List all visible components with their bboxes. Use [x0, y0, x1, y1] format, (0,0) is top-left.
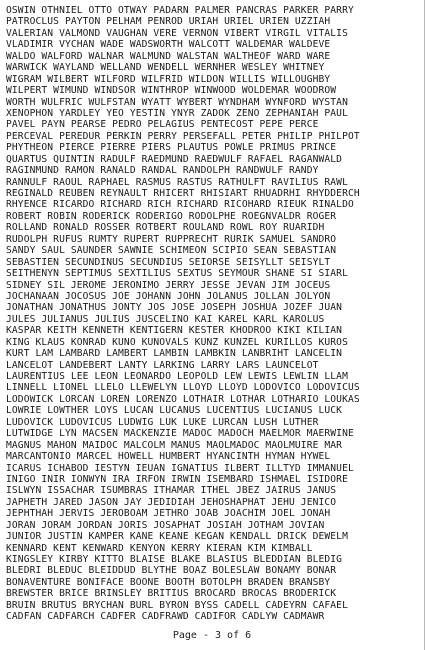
- text-line: REGINALD REUBEN REYNAULT RHICERT RHISIART RHUADRHI RHYDDERCH: [6, 188, 360, 199]
- text-line: WALDO WALFORD WALNAR WALMUND WALSTAN WALTHEOF WARD WARE: [6, 50, 331, 62]
- text-line: RANNULF RAOUL RAPHAEL RASMUS RASTUS RATHULFT RAVILIUS RAWL: [6, 176, 348, 188]
- text-line: CADFAN CADFARCH CADFER CADFRAWD CADIFOR CADLYW CADMAWR: [6, 611, 325, 623]
- text-line: BRUIN BRUTUS BRYCHAN BURL BYRON BYSS CADELL CADEYRN CAFAEL: [6, 599, 348, 611]
- text-line: ROLLAND RONALD ROSSER ROTBERT ROULAND ROWL ROY RUARIDH: [6, 222, 325, 234]
- text-line: PERCEVAL PEREDUR PERKIN PERRY PERSEFALL PETER PHILIP PHILPOT: [6, 130, 360, 142]
- text-line: KENNARD KENT KENWARD KENYON KERRY KIERAN KIM KIMBALL: [6, 542, 313, 554]
- text-line: KURT LAM LAMBARD LAMBERT LAMBIN LAMBKIN LANBRIHT LANCELIN: [6, 348, 343, 360]
- text-line: KASPAR KEITH KENNETH KENTIGERN KESTER KHODROO KIKI KILIAN: [6, 325, 343, 337]
- names-text-block: [6, 5, 418, 623]
- text-line: RHYENCE RICARDO RICHARD RICH RICHARD RICOHARD RIEUK RINALDO: [6, 199, 354, 211]
- text-line: WORTH WULFRIC WULFSTAN WYATT WYBERT WYNDHAM WYNFORD WYSTAN: [6, 96, 348, 108]
- text-line: ROBERT ROBIN RODERICK RODERIGO RODOLPHE ROEGNVALDR ROGER: [6, 210, 337, 222]
- text-line: WIGRAM WILBERT WILFORD WILFRID WILDON WILLIS WILLOUGHBY: [6, 73, 331, 85]
- text-line: MAGNUS MAHON MAIDOC MALCOLM MANUS MAOLMADOC MAOLMUIRE MAR: [6, 439, 343, 451]
- text-line: QUARTUS QUINTIN RADULF RAEDMUND RAEDWULF RAFAEL RAGANWALD: [6, 153, 343, 165]
- text-line: LAURENTIUS LEE LEON LEONARDO LEOPOLD LEW LEWIS LEWLIN LLAM: [6, 371, 348, 382]
- text-line: SIDNEY SIL JEROME JERONIMO JERRY JESSE JEVAN JIM JOCEUS: [6, 279, 331, 291]
- text-line: JULES JULIANUS JULIUS JUSCELINO KAI KAREL KARL KAROLUS: [6, 313, 325, 325]
- text-line: ICARUS ICHABOD IESTYN IEUAN IGNATIUS ILBERT ILLTYD IMMANUEL: [6, 462, 354, 474]
- text-line: LODOWICK LORCAN LOREN LORENZO LOTHAIR LOTHAR LOTHARIO LOUKAS: [6, 393, 360, 405]
- text-line: JUNIOR JUSTIN KAMPER KANE KEANE KEGAN KENDALL DRICK DEWELM: [6, 531, 348, 543]
- text-line: PAVEL PAYN PEARSE PEDRO PELAGIUS PENTECOST PEPE PERCE: [6, 119, 319, 131]
- text-line: JONATHAN JONATHUS JONTY JOS JOSE JOSEPH JOSHUA JOZEF JUAN: [6, 302, 343, 314]
- text-line: BLEDRI BLEDUC BLEIDDUD BLYTHE BOAZ BOLESLAW BONAMY BONAR: [6, 565, 337, 577]
- text-line: RAGINMUND RAMON RANALD RANDAL RANDOLPH RANDWULF RANDY: [6, 165, 319, 177]
- text-line: KINGSLEY KIRBY KITTO BLAISE BLAKE BLASIUS BLEDDIAN BLEDIG: [6, 554, 343, 565]
- text-line: LUTWIDGE LYN MACSEN MACKENZIE MADOC MADOCH MAELMOR MAERWINE: [6, 428, 354, 440]
- text-line: BREWSTER BRICE BRINSLEY BRITIUS BROCARD BROCAS BRODERICK: [6, 588, 337, 600]
- text-line: VALERIAN VALMOND VAUGHAN VERE VERNON VIBERT VIRGIL VITALIS: [6, 27, 348, 39]
- page-number-footer: Page - 3 of 6: [172, 630, 252, 641]
- text-line: LOWRIE LOWTHER LOYS LUCAN LUCANUS LUCENTIUS LUCIANUS LUCK: [6, 405, 343, 417]
- text-line: ISLWYN ISSACHAR ISUMBRAS ITHAMAR ITHEL JBEZ JAIRUS JANUS: [6, 485, 337, 497]
- text-line: LUDOVICK LUDOVICUS LUDWIG LUK LUKE LURCAN LUSH LUTHER: [6, 416, 319, 428]
- text-line: JORAN JORAM JORDAN JORIS JOSAPHAT JOSIAH JOTHAM JOVIAN: [6, 519, 325, 531]
- text-line: PHYTHEON PIERCE PIERRE PIERS PLAUTUS POWLE PRIMUS PRINCE: [6, 142, 337, 154]
- text-line: SEITHENYN SEPTIMUS SEXTILIUS SEXTUS SEYMOUR SHANE SI SIARL: [6, 268, 348, 280]
- text-line: OSWIN OTHNIEL OTTO OTWAY PADARN PALMER PANCRAS PARKER PARRY: [6, 5, 354, 16]
- text-line: BONAVENTURE BONIFACE BOONE BOOTH BOTOLPH BRADEN BRANSBY: [6, 576, 331, 588]
- text-line: SANDY SAUL SAUNDER SAWNIE SCHIMEON SCIPIO SEAN SEBASTIAN: [6, 245, 337, 257]
- text-line: JAPHETH JARED JASON JAY JEDIDIAH JEHOSHAPHAT JEHU JENICO: [6, 496, 337, 508]
- text-line: XENOPHON YARDLEY YEO YESTIN YNYR ZADOK ZENO ZEPHANIAH PAUL: [6, 107, 348, 119]
- text-line: LANCELOT LANDEBERT LANTY LARKING LARRY LARS LAUNCELOT: [6, 359, 319, 371]
- text-line: WARWICK WAYLAND WELLAND WENDELL WERNHER WESLEY WHITNEY: [6, 62, 325, 74]
- text-line: LINNELL LIONEL LLELO LLEWELYN LLOYD LLOYD LODOVICO LODOVICUS: [6, 382, 360, 394]
- text-line: JEPHTHAH JERVIS JEROBOAM JETHRO JOAB JOACHIM JOEL JONAH: [6, 508, 331, 520]
- text-line: VLADIMIR VYCHAN WADE WADSWORTH WALCOTT WALDEMAR WALDEVE: [6, 39, 331, 51]
- text-line: PATROCLUS PAYTON PELHAM PENROD URIAH URIEL URIEN UZZIAH: [6, 16, 331, 28]
- text-line: RUDOLPH RUFUS RUMTY RUPERT RUPPRECHT RURIK SAMUEL SANDRO: [6, 233, 337, 245]
- text-line: INIGO INIR IONWYN IRA IRFON IRWIN ISEMBARD ISHMAEL ISIDORE: [6, 473, 348, 485]
- text-line: JOCHANAAN JOCOSUS JOE JOHANN JOHN JOLANUS JOLLAN JOLYON: [6, 290, 331, 302]
- text-line: MARCANTONIO MARCEL HOWELL HUMBERT HYANCINTH HYMAN HYWEL: [6, 451, 331, 463]
- text-line: SEBASTIEN SECUNDINUS SECUNDIUS SEIORSE SEISYLLT SEISYLT: [6, 256, 331, 268]
- text-line: KING KLAUS KONRAD KUNO KUNOVALS KUNZ KUNZEL KURILLOS KUROS: [6, 336, 348, 348]
- text-line: WILPERT WIMUND WINDSOR WINTHROP WINWOOD WOLDEMAR WOODROW: [6, 85, 337, 97]
